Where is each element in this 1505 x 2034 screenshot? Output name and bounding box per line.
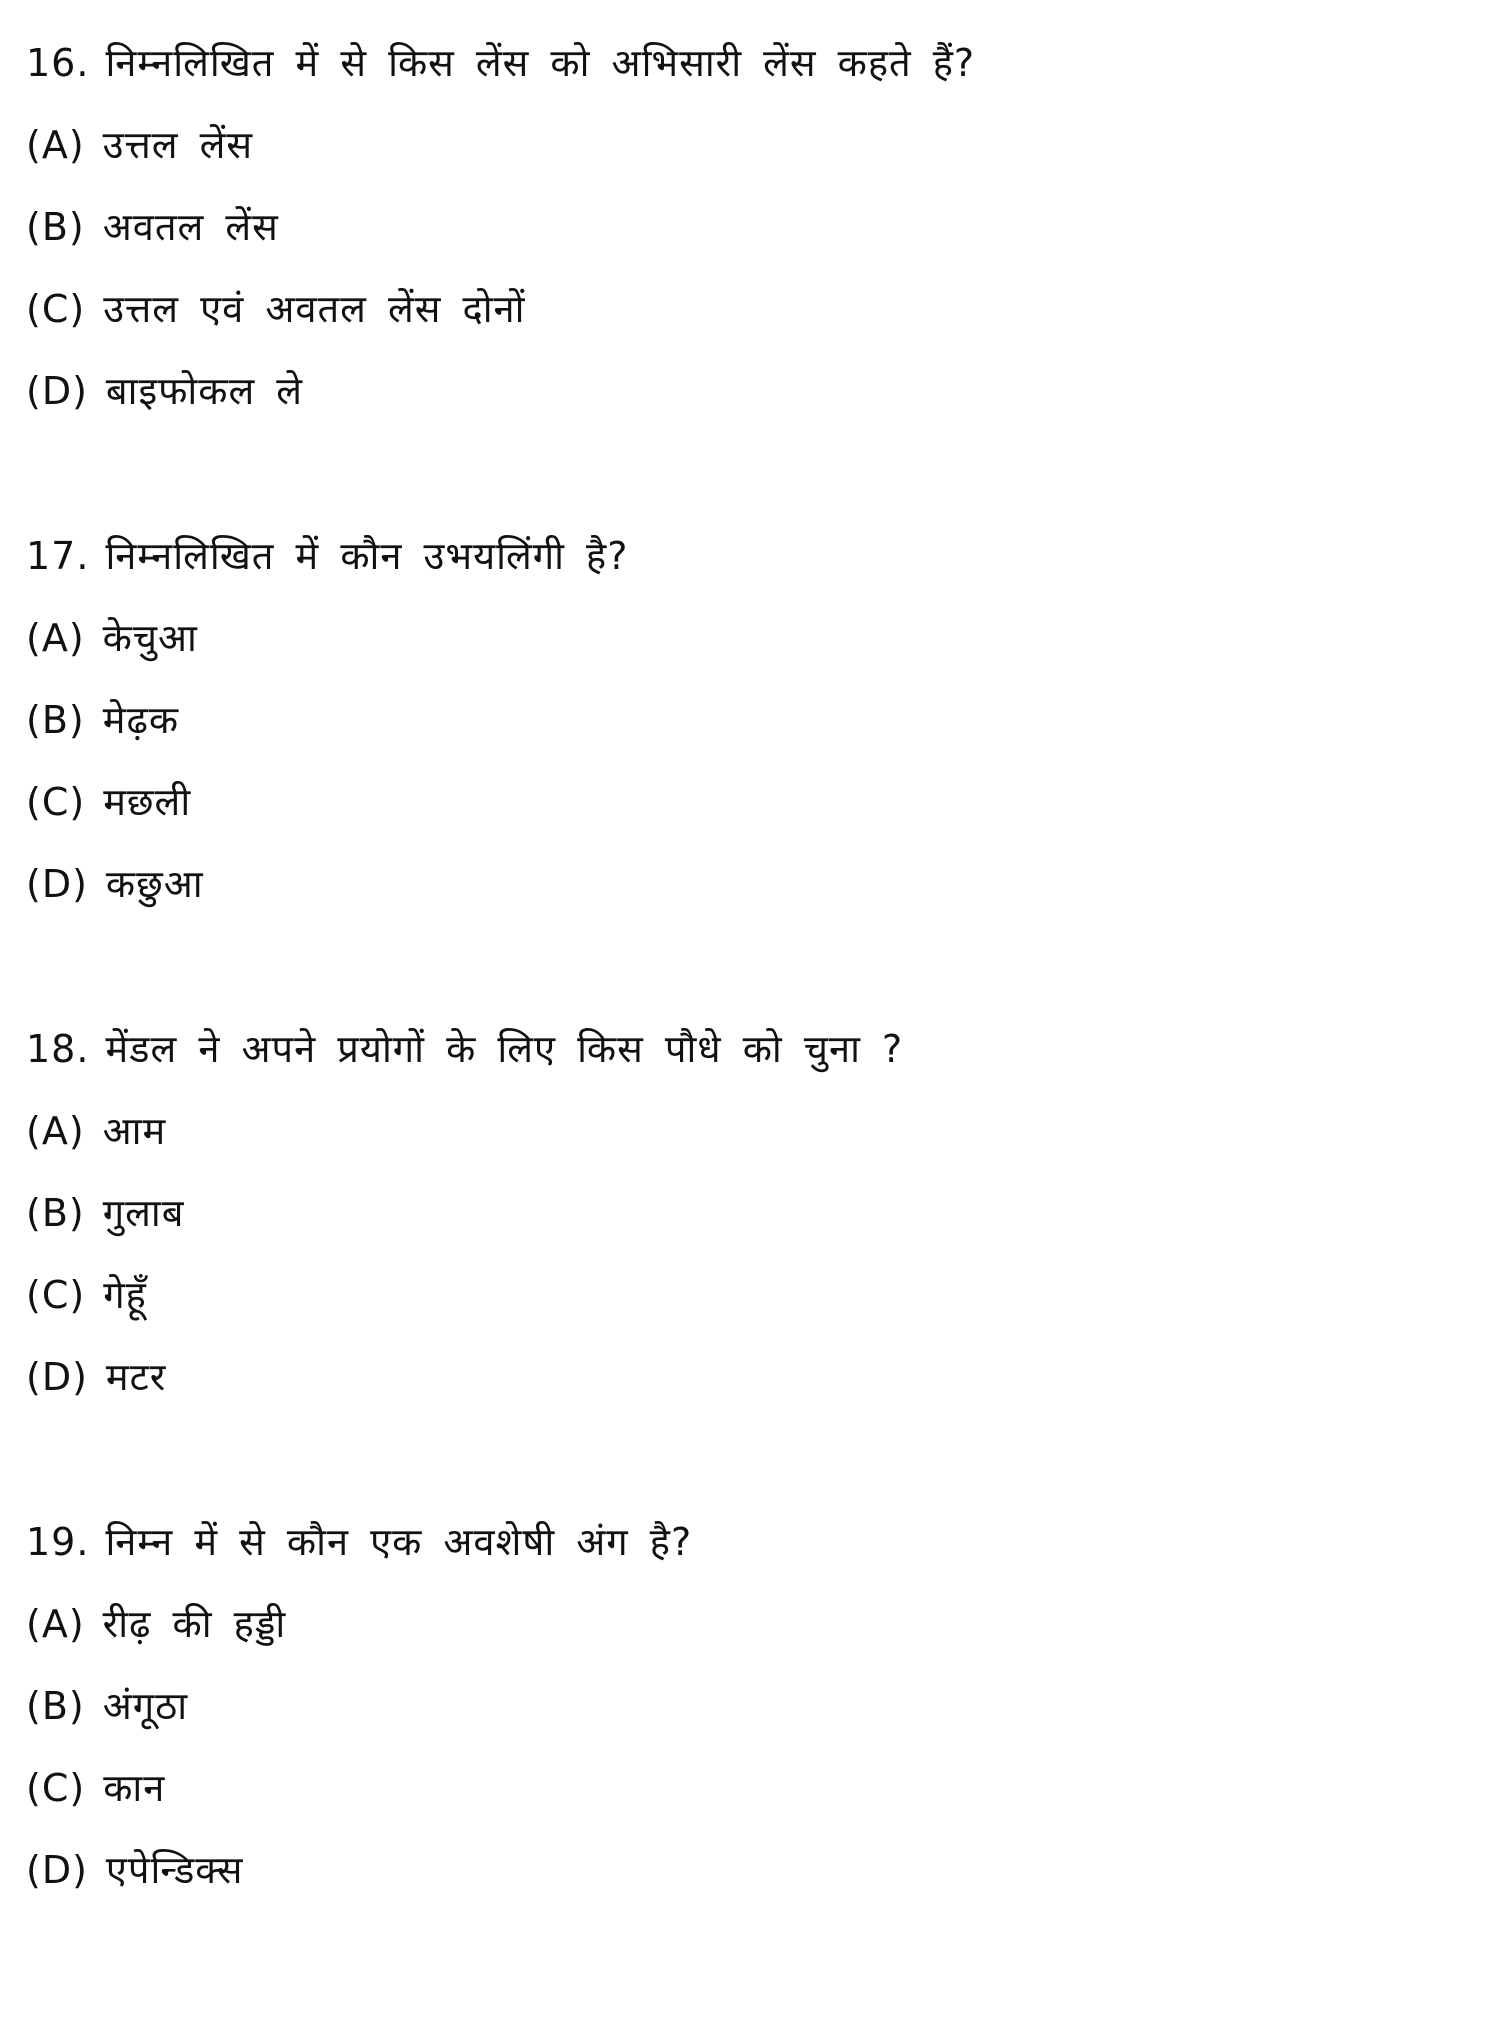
option-a [26,1090,1466,1172]
option-d [26,350,1466,432]
option-text: गुलाब [102,1191,185,1235]
question-number: 17. [26,534,90,578]
option-text: अवतल लेंस [102,205,279,249]
option-label: (D) [26,1355,88,1399]
option-text: केचुआ [102,616,198,660]
question-line [26,515,1466,597]
option-label: (B) [26,698,85,742]
option-text: उत्तल लेंस [102,123,254,167]
question-16 [26,22,1466,432]
option-text: अंगूठा [102,1684,189,1728]
option-b [26,1665,1466,1747]
option-text: बाइफोकल ले [105,369,304,413]
question-text: निम्न में से कौन एक अवशेषी अंग है? [105,1520,693,1564]
option-b [26,679,1466,761]
option-text: मछली [103,780,192,824]
option-b [26,186,1466,268]
option-text: कान [103,1766,166,1810]
question-text: निम्नलिखित में से किस लेंस को अभिसारी लेंस कहते हैं? [105,41,976,85]
option-text: मेढ़क [102,698,180,742]
question-number: 18. [26,1027,90,1071]
question-number: 16. [26,41,90,85]
option-label: (A) [26,1602,85,1646]
option-label: (C) [26,287,86,331]
option-label: (B) [26,1684,85,1728]
option-label: (D) [26,369,88,413]
question-text: निम्नलिखित में कौन उभयलिंगी है? [105,534,629,578]
option-label: (B) [26,205,85,249]
question-number: 19. [26,1520,90,1564]
option-a [26,597,1466,679]
option-c [26,1747,1466,1829]
option-text: मटर [105,1355,167,1399]
option-label: (B) [26,1191,85,1235]
option-text: रीढ़ की हड्डी [102,1602,287,1646]
option-text: एपेन्डिक्स [105,1848,244,1892]
question-line [26,22,1466,104]
option-d [26,1336,1466,1418]
option-text: आम [102,1109,167,1153]
option-b [26,1172,1466,1254]
option-label: (D) [26,1848,88,1892]
question-text: मेंडल ने अपने प्रयोगों के लिए किस पौधे को चुना ? [105,1027,904,1071]
question-line [26,1008,1466,1090]
option-label: (C) [26,1766,86,1810]
option-a [26,1583,1466,1665]
option-label: (C) [26,1273,86,1317]
option-c [26,1254,1466,1336]
option-c [26,761,1466,843]
option-text: कछुआ [105,862,204,906]
question-17 [26,515,1466,925]
option-d [26,1829,1466,1911]
option-d [26,843,1466,925]
option-text: गेहूँ [103,1273,147,1317]
option-label: (A) [26,1109,85,1153]
option-c [26,268,1466,350]
option-label: (A) [26,123,85,167]
question-18 [26,1008,1466,1418]
option-label: (A) [26,616,85,660]
option-text: उत्तल एवं अवतल लेंस दोनों [103,287,526,331]
option-a [26,104,1466,186]
question-line [26,1501,1466,1583]
question-19 [26,1501,1466,1911]
option-label: (C) [26,780,86,824]
option-label: (D) [26,862,88,906]
